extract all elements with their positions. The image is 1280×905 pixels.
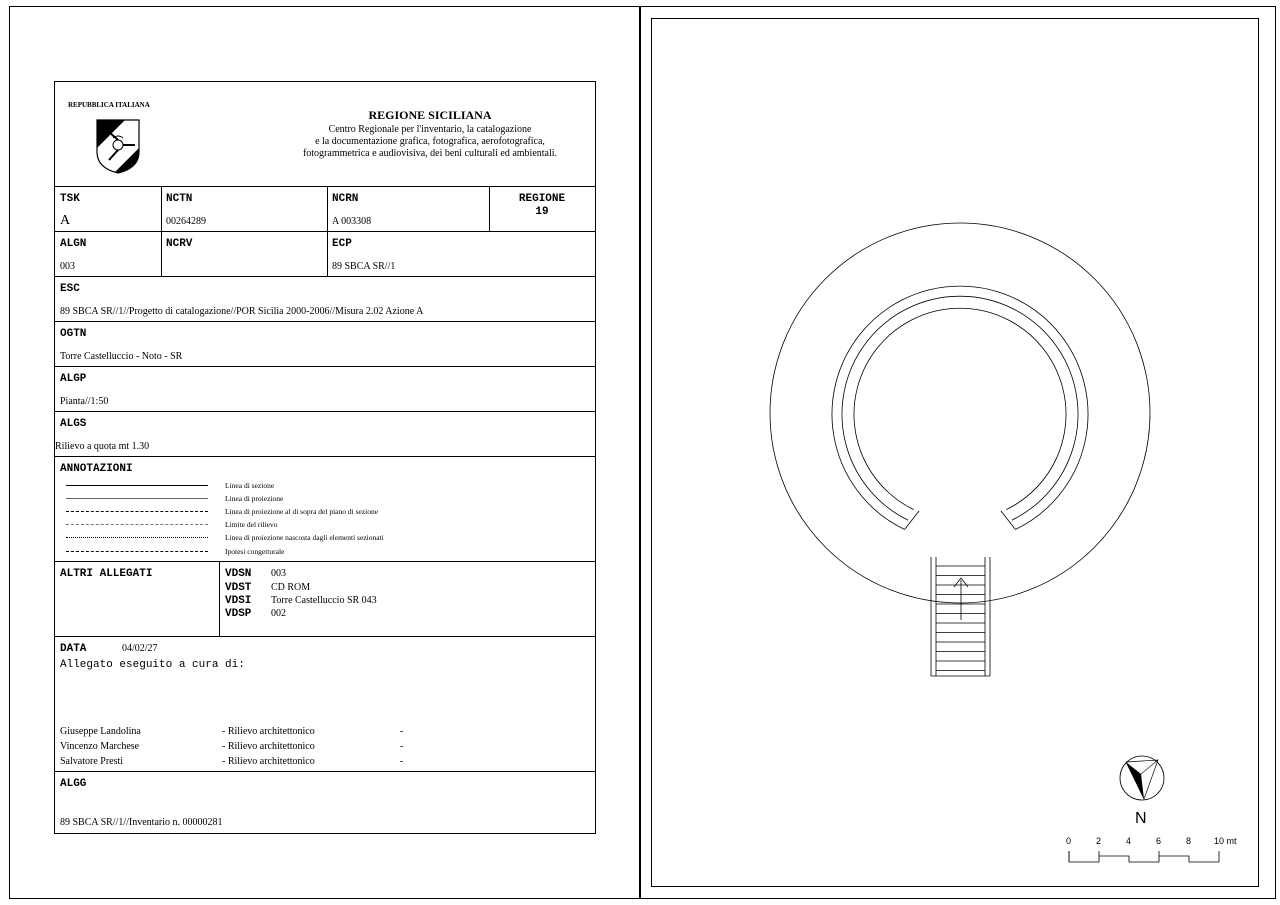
algn-value: 003 [60, 261, 75, 272]
algg-label: ALGG [60, 778, 87, 790]
person-name: Salvatore Presti [60, 756, 124, 767]
ring-mid-arc [842, 296, 1078, 520]
legend-text: Linea di proiezione [225, 494, 284, 503]
nctn-label: NCTN [166, 193, 193, 205]
republic-label: REPUBBLICA ITALIANA [68, 101, 150, 109]
vdsn-key: VDSN [225, 568, 252, 580]
nctn-value: 00264289 [166, 216, 206, 227]
legend-text: Linea di proiezione nascosta dagli elementi sezionati [225, 533, 384, 542]
curated-by: Allegato eseguito a cura di: [60, 659, 245, 671]
ecp-value: 89 SBCA SR//1 [332, 261, 396, 272]
algn-label: ALGN [60, 238, 87, 250]
vdst-value: CD ROM [271, 582, 311, 593]
ogtn-value: Torre Castelluccio - Noto - SR [60, 351, 183, 362]
ncrn-label: NCRN [332, 193, 359, 205]
allegati-label: ALTRI ALLEGATI [60, 568, 153, 580]
staircase [931, 557, 990, 676]
regione-label: REGIONE [518, 193, 566, 205]
scale-tick-label: 8 [1186, 836, 1192, 846]
vdsp-key: VDSP [225, 608, 252, 620]
person-name: Giuseppe Landolina [60, 726, 141, 737]
ring-inner-arc [854, 308, 1066, 509]
scale-tick-label: 2 [1096, 836, 1102, 846]
legend-text: Linea di proiezione al di sopra del piano di sezione [225, 507, 379, 516]
vdsi-key: VDSI [225, 595, 252, 607]
tsk-label: TSK [60, 193, 80, 205]
region-title: REGIONE SICILIANA [368, 108, 492, 122]
vdsp-value: 002 [271, 608, 286, 619]
scale-tick-label: 0 [1066, 836, 1072, 846]
person-role: - Rilievo architettonico [222, 756, 315, 767]
vdsn-value: 003 [271, 568, 286, 579]
ecp-label: ECP [332, 238, 352, 250]
vdst-key: VDST [225, 582, 252, 594]
person-dash: - [400, 741, 404, 752]
algg-value: 89 SBCA SR//1//Inventario n. 00000281 [60, 817, 223, 828]
data-label: DATA [60, 643, 87, 655]
ogtn-label: OGTN [60, 328, 87, 340]
scale-bar [1069, 851, 1219, 862]
person-role: - Rilievo architettonico [222, 741, 315, 752]
algs-value: Rilievo a quota mt 1.30 [55, 441, 150, 452]
data-value: 04/02/27 [122, 643, 158, 654]
algp-value: Pianta//1:50 [60, 396, 109, 407]
tower-outer-wall [770, 223, 1150, 603]
scale-tick-label: 6 [1156, 836, 1162, 846]
north-label: N [1135, 810, 1147, 827]
center-line: fotogrammetrica e audiovisiva, dei beni culturali ed ambientali. [302, 148, 558, 159]
vdsi-value: Torre Castelluccio SR 043 [271, 595, 377, 606]
inner-ring [832, 286, 1088, 529]
legend-text: Ipotesi congetturale [225, 547, 285, 556]
legend-text: Linea di sezione [225, 481, 275, 490]
center-line: e la documentazione grafica, fotografica, aerofotografica, [315, 136, 545, 147]
ring-outer-arc [832, 286, 1088, 529]
regione-value: 19 [535, 206, 549, 218]
scale-tick-label: 10 mt [1214, 836, 1237, 846]
person-dash: - [400, 756, 404, 767]
ring-end-right [1001, 511, 1015, 530]
ring-end-left [905, 511, 919, 530]
esc-value: 89 SBCA SR//1//Progetto di catalogazione//POR Sicilia 2000-2006//Misura 2.02 Azione A [60, 306, 424, 317]
ncrn-value: A 003308 [332, 216, 372, 227]
ncrv-label: NCRV [166, 238, 193, 250]
tsk-value: A [60, 213, 71, 228]
center-line: Centro Regionale per l'inventario, la catalogazione [328, 124, 532, 135]
person-role: - Rilievo architettonico [222, 726, 315, 737]
north-arrow-icon [1120, 756, 1164, 800]
person-dash: - [400, 726, 404, 737]
scale-tick-label: 4 [1126, 836, 1132, 846]
algs-label: ALGS [60, 418, 87, 430]
person-name: Vincenzo Marchese [60, 741, 140, 752]
esc-label: ESC [60, 283, 80, 295]
algp-label: ALGP [60, 373, 87, 385]
legend-text: Limite del rilievo [225, 520, 278, 529]
annotazioni-label: ANNOTAZIONI [60, 463, 133, 475]
